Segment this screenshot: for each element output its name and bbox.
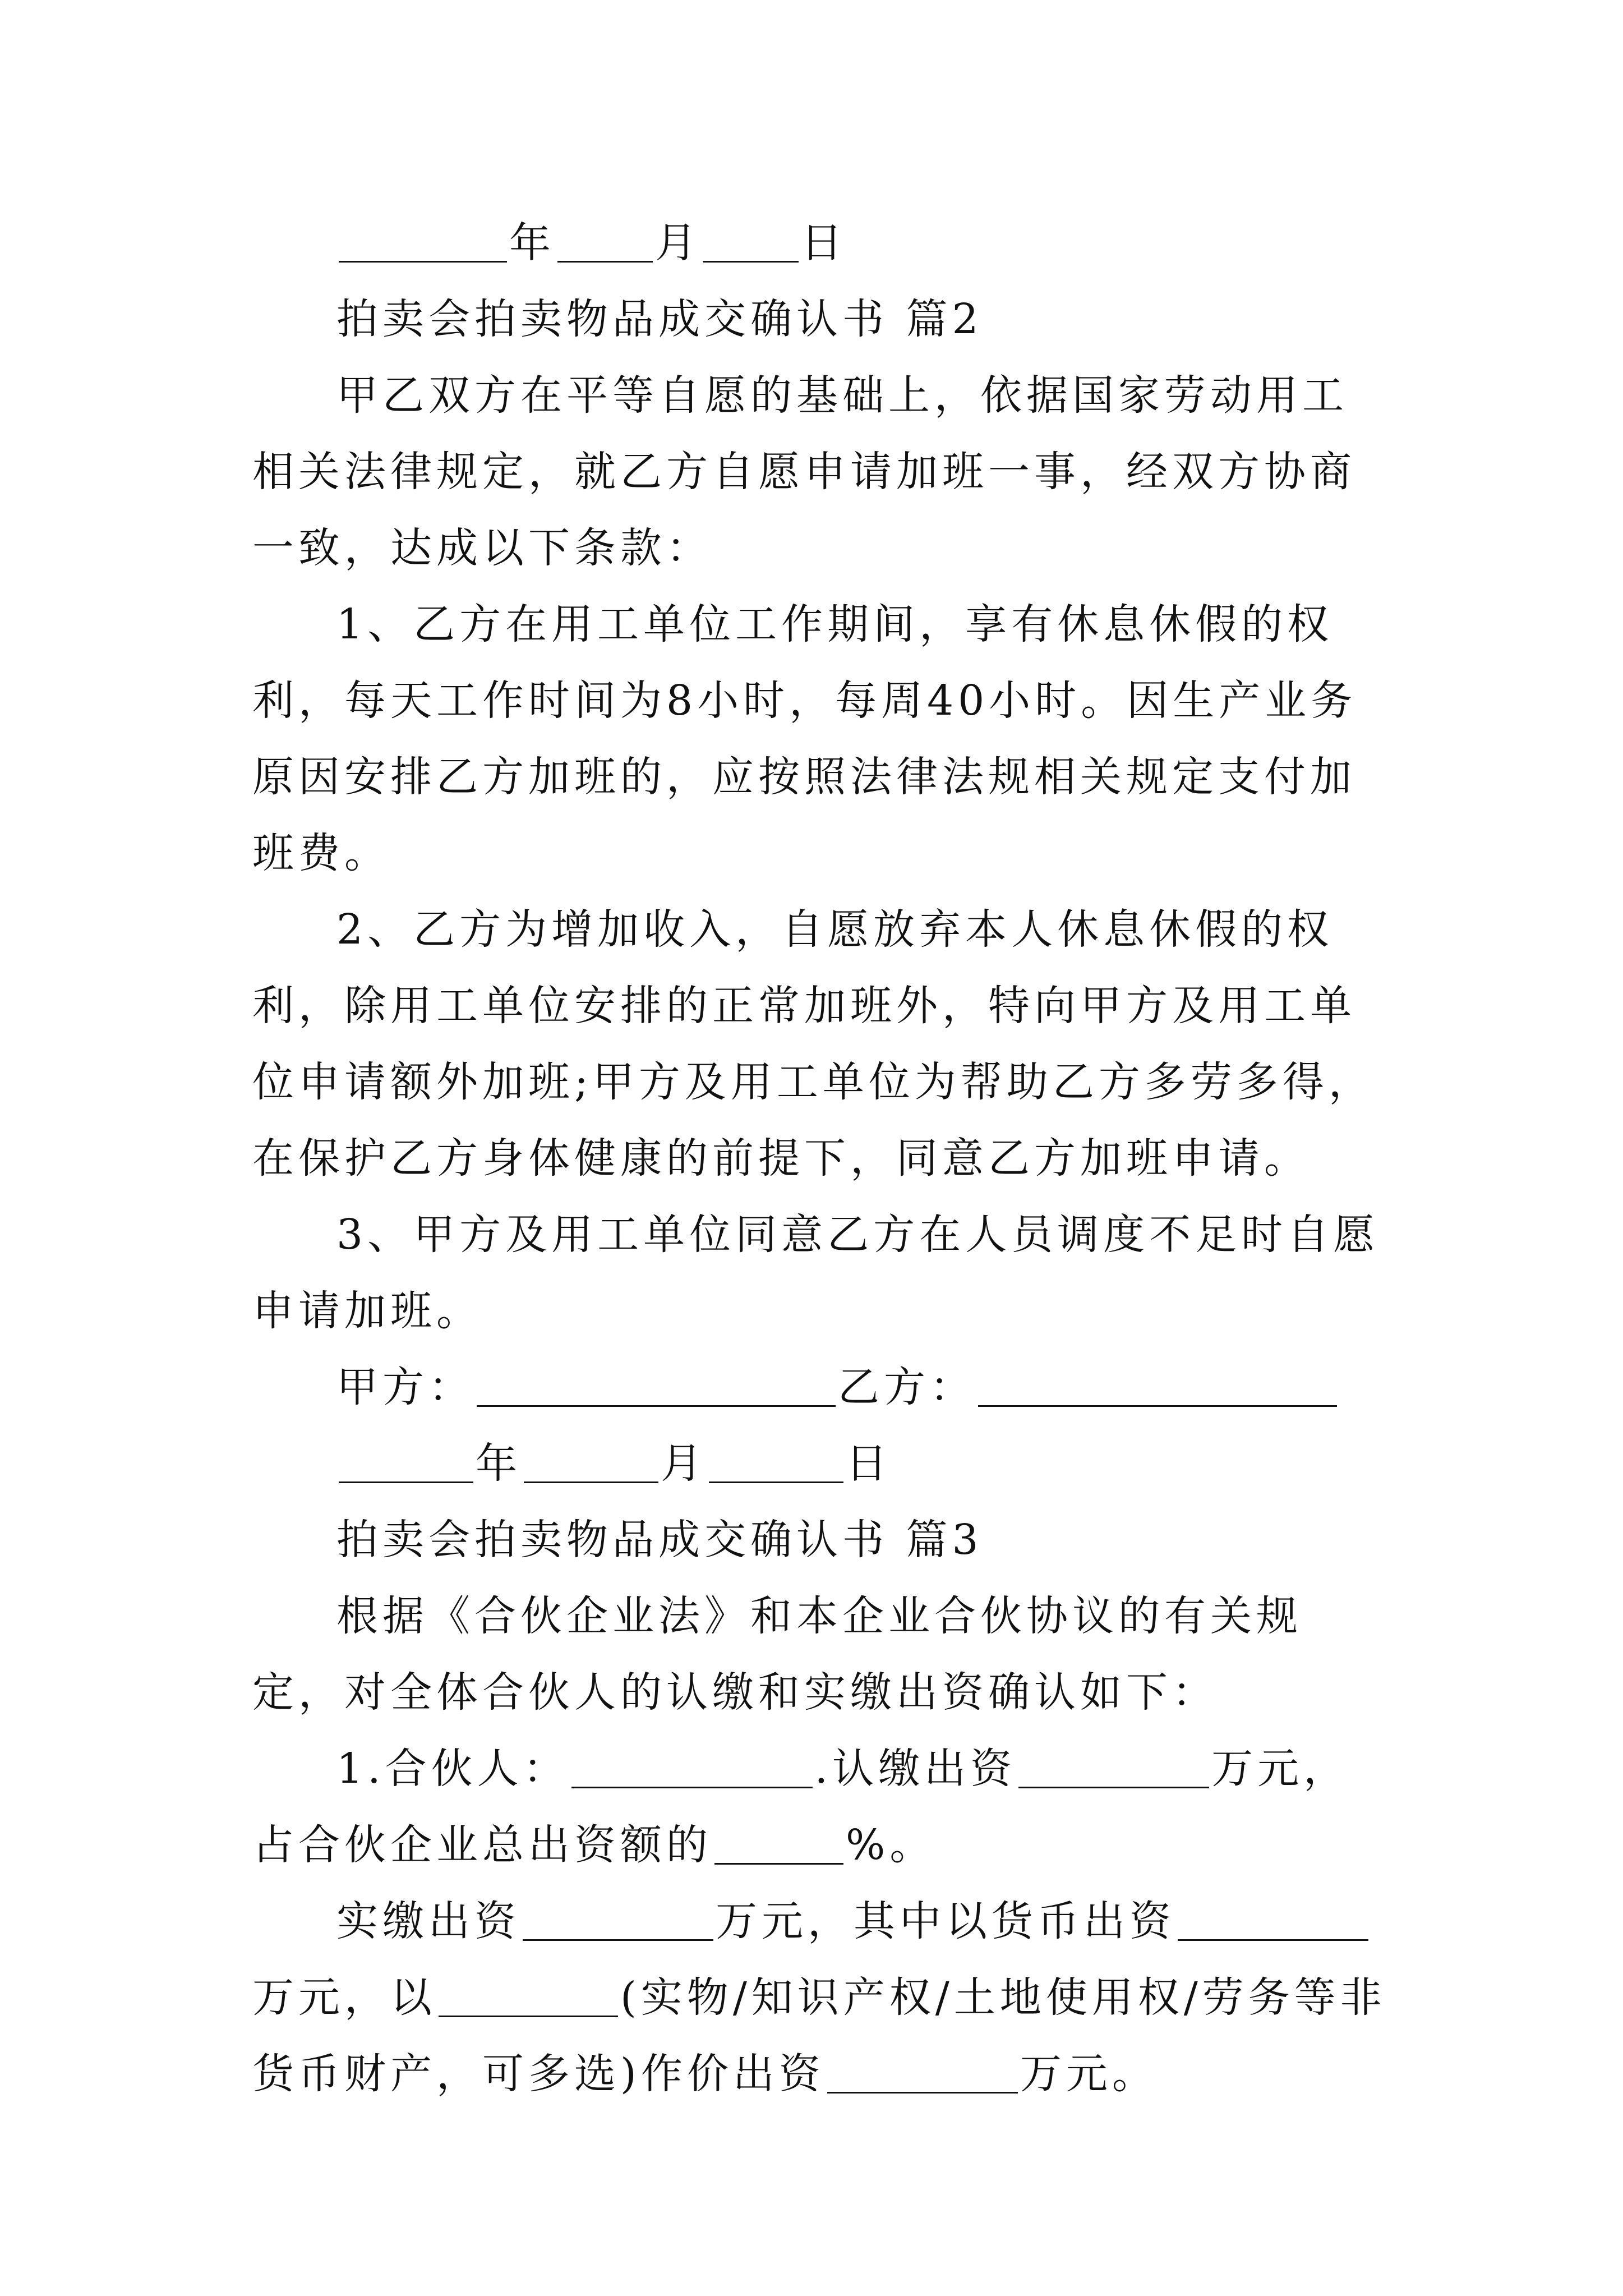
party-b-blank: [978, 1365, 1337, 1407]
day-label: 日: [801, 219, 847, 267]
cash-unit: 万元，以: [252, 1973, 436, 2022]
section2-intro: 甲乙双方在平等自愿的基础上，依据国家劳动用工相关法律规定，就乙方自愿申请加班一事，经双方协商一致，达成以下条款：: [252, 371, 1356, 572]
section2-date-line: [252, 1425, 1388, 1502]
party-a-label: 甲方：: [336, 1363, 474, 1411]
subscribed-unit: 万元，: [1211, 1745, 1350, 1793]
year-label: 年: [476, 1439, 522, 1488]
partner-blank: [571, 1747, 813, 1788]
section3-intro: 根据《合伙企业法》和本企业合伙协议的有关规定，对全体合伙人的认缴和实缴出资确认如下：: [252, 1592, 1302, 1717]
section2-clause-3: 3、甲方及用工单位同意乙方在人员调度不足时自愿申请加班。: [252, 1211, 1380, 1335]
asset-unit: 万元。: [1020, 2050, 1158, 2098]
year-blank: [339, 221, 507, 263]
section3-heading: 拍卖会拍卖物品成交确认书 篇3: [336, 1516, 983, 1564]
percent-sign: %。: [846, 1821, 936, 1869]
day-blank: [709, 1442, 843, 1483]
party-b-label: 乙方：: [838, 1363, 976, 1411]
month-blank: [524, 1442, 658, 1483]
share-percent-blank: [714, 1823, 843, 1865]
month-label: 月: [655, 219, 701, 267]
day-label: 日: [846, 1439, 892, 1488]
year-label: 年: [509, 219, 555, 267]
year-blank: [339, 1442, 473, 1483]
date-line-top: [252, 205, 1388, 281]
asset-type-blank: [439, 1976, 618, 2017]
subscribed-label: .认缴出资: [814, 1745, 1017, 1793]
partner-label: 1.合伙人：: [336, 1745, 569, 1793]
document-body: [252, 205, 1388, 2112]
cash-label: 万元，其中以货币出资: [716, 1897, 1175, 1945]
share-label: 占合伙企业总出资额的: [252, 1821, 712, 1869]
party-a-blank: [477, 1365, 836, 1407]
paid-label: 实缴出资: [336, 1897, 520, 1945]
month-blank: [557, 221, 653, 263]
asset-label: (实物/知识产权/土地使用权/劳务等非货币财产，可多选)作价出资: [252, 1973, 1386, 2098]
section2-clause-1: 1、乙方在用工单位工作期间，享有休息休假的权利，每天工作时间为8小时，每周40小时。因生产业务原因安排乙方加班的，应按照法律法规相关规定支付加班费。: [252, 600, 1357, 877]
section3-paid-in: [252, 1883, 1388, 2112]
cash-amount-blank: [1178, 1899, 1368, 1941]
section3-item-1: [252, 1731, 1388, 1883]
month-label: 月: [661, 1439, 707, 1488]
day-blank: [703, 221, 799, 263]
section2-heading: 拍卖会拍卖物品成交确认书 篇2: [336, 295, 983, 343]
subscribed-amount-blank: [1018, 1747, 1209, 1788]
asset-amount-blank: [827, 2052, 1018, 2093]
paid-amount-blank: [523, 1899, 713, 1941]
section2-clause-2: 2、乙方为增加收入，自愿放弃本人休息休假的权利，除用工单位安排的正常加班外，特向甲方及用工单位申请额外加班;甲方及用工单位为帮助乙方多劳多得，在保护乙方身体健康的前提下，同意乙方加班申请。: [252, 905, 1375, 1182]
signature-line: [252, 1349, 1388, 1425]
